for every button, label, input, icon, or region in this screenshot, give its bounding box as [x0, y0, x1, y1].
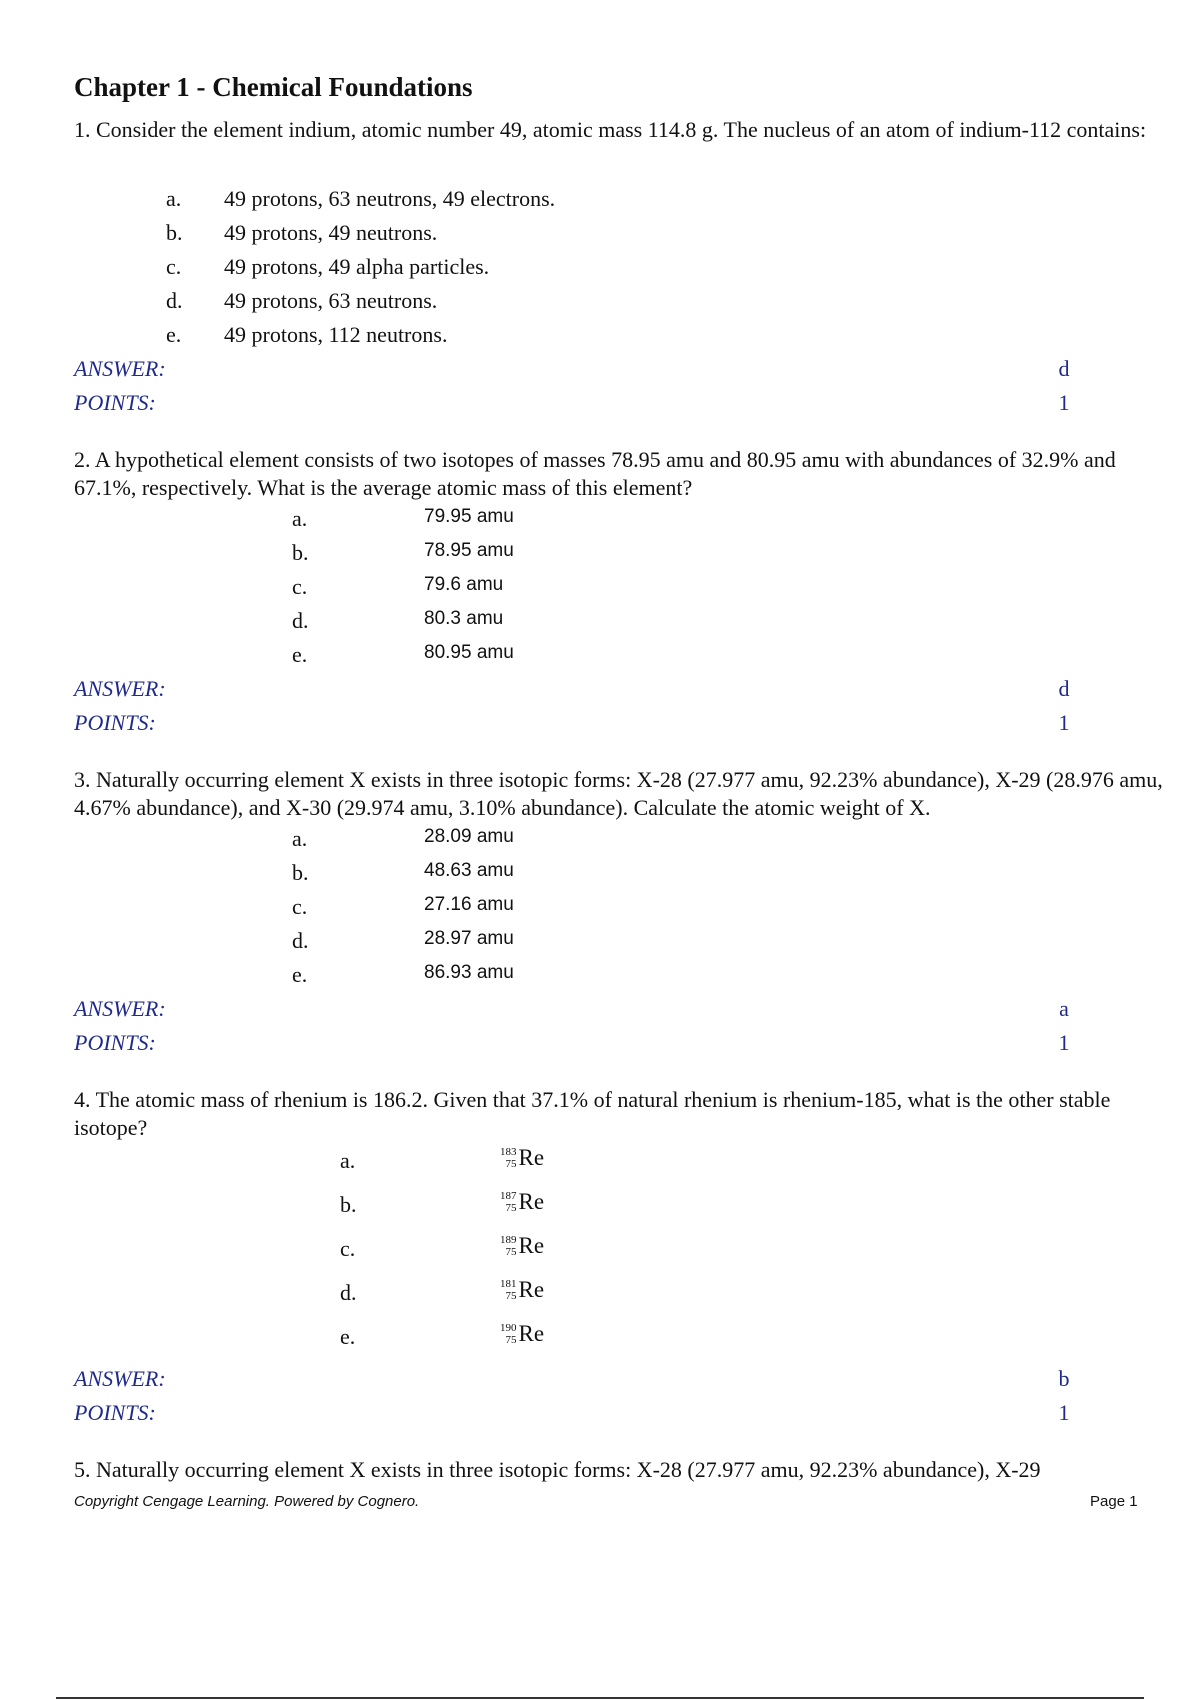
q3-points-value: 1	[1058, 1030, 1070, 1055]
q4-choice-c-letter: c.	[340, 1236, 356, 1261]
q1-points-value: 1	[1058, 390, 1070, 415]
element-symbol: Re	[518, 1233, 545, 1258]
q1-choice-d-text: 49 protons, 63 neutrons.	[224, 288, 438, 313]
q4-points-label: POINTS:	[74, 1400, 156, 1425]
q2-choice-b-letter: b.	[292, 540, 309, 565]
q3-choice-c-text: 27.16 amu	[424, 894, 514, 915]
q3-choice-b-letter: b.	[292, 860, 309, 885]
q2-choice-d-letter: d.	[292, 608, 309, 633]
q2-answer-value: d	[1058, 676, 1070, 701]
q3-choice-b-text: 48.63 amu	[424, 860, 514, 881]
q2-choice-a-letter: a.	[292, 506, 308, 531]
q4-choice-e-letter: e.	[340, 1324, 356, 1349]
question-5-text: 5. Naturally occurring element X exists in three isotopic forms: X-28 (27.977 amu, 92.23% abundance), X-29	[74, 1457, 1041, 1482]
q4-choice-d-isotope	[500, 1277, 544, 1303]
mass-number: 183	[500, 1146, 517, 1158]
q1-choice-c-text: 49 protons, 49 alpha particles.	[224, 254, 490, 279]
q3-choice-e-letter: e.	[292, 962, 308, 987]
question-4-text: 4. The atomic mass of rhenium is 186.2. Given that 37.1% of natural rhenium is rhenium-185, what is the other stable isotope?	[74, 1087, 1111, 1140]
q4-choice-b-letter: b.	[340, 1192, 357, 1217]
element-symbol: Re	[518, 1321, 545, 1346]
q4-answer-value: b	[1058, 1366, 1070, 1391]
element-symbol: Re	[518, 1189, 545, 1214]
q4-choice-b-isotope	[500, 1189, 544, 1215]
q1-choice-b-letter: b.	[166, 220, 183, 245]
atomic-number: 75	[505, 1202, 517, 1214]
q3-answer-value: a	[1059, 996, 1069, 1021]
page-title: Chapter 1 - Chemical Foundations	[74, 72, 473, 102]
q4-choice-a-letter: a.	[340, 1148, 356, 1173]
q1-choice-e-letter: e.	[166, 322, 182, 347]
question-3-text: 3. Naturally occurring element X exists in three isotopic forms: X-28 (27.977 amu, 92.23% abundance), X-29 (28.976 amu, 4.67% abundance), and X-30 (29.974 amu, 3.10% abundance). Calculate the atomic weight of X.	[74, 767, 1163, 820]
q4-choice-e-isotope	[500, 1321, 544, 1347]
q1-choice-a-letter: a.	[166, 186, 182, 211]
q3-points-label: POINTS:	[74, 1030, 156, 1055]
mass-number: 181	[500, 1278, 517, 1290]
page-bottom-divider	[56, 1697, 1144, 1699]
q2-choice-c-text: 79.6 amu	[424, 574, 504, 595]
q4-choice-a-isotope	[500, 1145, 544, 1171]
atomic-number: 75	[505, 1290, 517, 1302]
q1-choice-b-text: 49 protons, 49 neutrons.	[224, 220, 438, 245]
q4-points-value: 1	[1058, 1400, 1070, 1425]
q1-choice-c-letter: c.	[166, 254, 182, 279]
copyright-footer: Copyright Cengage Learning. Powered by Cognero.	[74, 1493, 420, 1510]
q4-answer-label: ANSWER:	[74, 1366, 166, 1391]
mass-number: 189	[500, 1234, 517, 1246]
q1-answer-value: d	[1058, 356, 1070, 381]
q2-choice-e-text: 80.95 amu	[424, 642, 514, 663]
mass-number: 190	[500, 1322, 517, 1334]
q2-answer-label: ANSWER:	[74, 676, 166, 701]
q4-choice-c-isotope	[500, 1233, 544, 1259]
atomic-number: 75	[505, 1158, 517, 1170]
q2-choice-d-text: 80.3 amu	[424, 608, 504, 629]
question-2-text: 2. A hypothetical element consists of two isotopes of masses 78.95 amu and 80.95 amu with abundances of 32.9% and 67.1%, respectively. What is the average atomic mass of this element?	[74, 447, 1116, 500]
mass-number: 187	[500, 1190, 517, 1202]
q1-answer-label: ANSWER:	[74, 356, 166, 381]
q3-choice-e-text: 86.93 amu	[424, 962, 514, 983]
q4-choice-d-letter: d.	[340, 1280, 357, 1305]
q2-choice-b-text: 78.95 amu	[424, 540, 514, 561]
q2-points-value: 1	[1058, 710, 1070, 735]
q2-points-label: POINTS:	[74, 710, 156, 735]
q3-choice-a-letter: a.	[292, 826, 308, 851]
q2-choice-a-text: 79.95 amu	[424, 506, 514, 527]
q3-answer-label: ANSWER:	[74, 996, 166, 1021]
q2-choice-c-letter: c.	[292, 574, 308, 599]
element-symbol: Re	[518, 1145, 545, 1170]
page-number: Page 1	[1090, 1493, 1138, 1510]
q3-choice-c-letter: c.	[292, 894, 308, 919]
q3-choice-d-text: 28.97 amu	[424, 928, 514, 949]
q1-choice-a-text: 49 protons, 63 neutrons, 49 electrons.	[224, 186, 556, 211]
q3-choice-d-letter: d.	[292, 928, 309, 953]
q1-points-label: POINTS:	[74, 390, 156, 415]
q3-choice-a-text: 28.09 amu	[424, 826, 514, 847]
element-symbol: Re	[518, 1277, 545, 1302]
q1-choice-e-text: 49 protons, 112 neutrons.	[224, 322, 448, 347]
atomic-number: 75	[505, 1246, 517, 1258]
question-1-text: 1. Consider the element indium, atomic number 49, atomic mass 114.8 g. The nucleus of an atom of indium-112 contains:	[74, 117, 1147, 142]
atomic-number: 75	[505, 1334, 517, 1346]
q2-choice-e-letter: e.	[292, 642, 308, 667]
q1-choice-d-letter: d.	[166, 288, 183, 313]
